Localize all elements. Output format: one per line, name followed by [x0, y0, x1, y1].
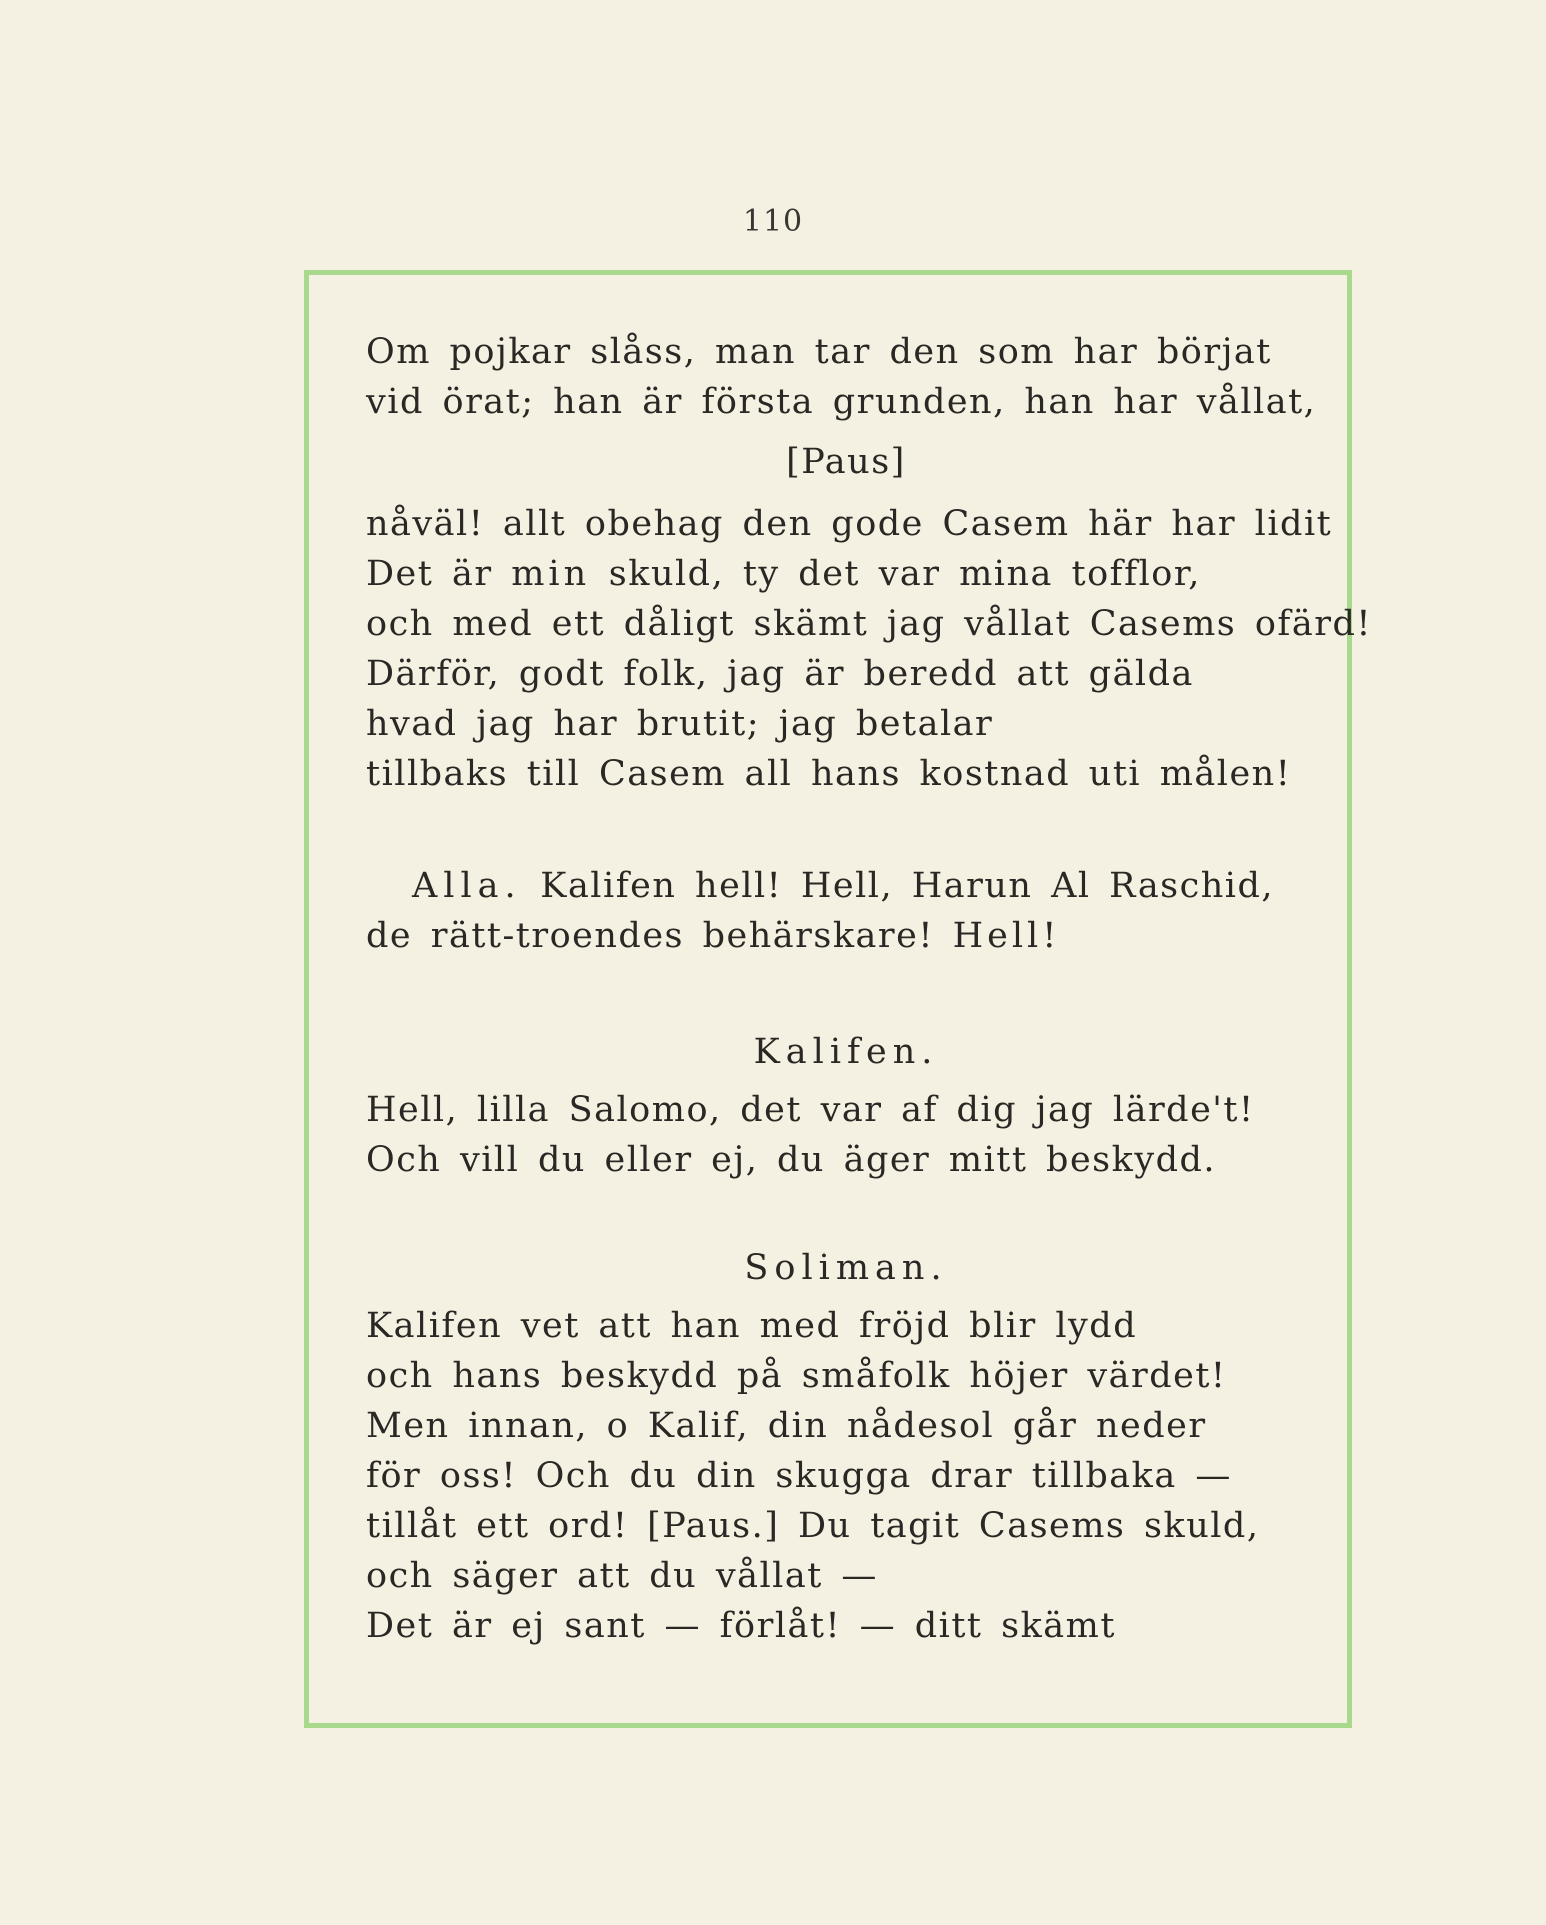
verse-text: Det är [366, 554, 493, 594]
verse-line: Om pojkar slåss, man tar den som har börjat [366, 332, 1272, 372]
verse-line: tillbaks till Casem all hans kostnad uti målen! [366, 754, 1292, 794]
stage-direction: [Paus] [786, 442, 906, 482]
speech-text: de rätt-troendes behärskare! [366, 916, 934, 956]
verse-line: tillåt ett ord! [Paus.] Du tagit Casems skuld, [366, 1506, 1260, 1546]
verse-line: nåväl! allt obehag den gode Casem här har lidit [366, 504, 1333, 544]
verse-line: Men innan, o Kalif, din nådesol går neder [366, 1406, 1207, 1446]
verse-line: Det är ej sant — förlåt! — ditt skämt [366, 1606, 1116, 1646]
speaker-name: Soliman. [744, 1248, 948, 1288]
verse-text: skuld, ty det var mina tofflor, [608, 554, 1201, 594]
verse-line: för oss! Och du din skugga drar tillbaka — [366, 1456, 1232, 1496]
speech-text: Kalifen hell! Hell, Harun Al Raschid, [540, 866, 1275, 906]
speech-line [366, 914, 1060, 958]
verse-line: Hell, lilla Salomo, det var af dig jag lärde't! [366, 1090, 1255, 1130]
verse-line: hvad jag har brutit; jag betalar [366, 704, 994, 744]
verse-line: Kalifen vet att han med fröjd blir lydd [366, 1306, 1138, 1346]
speaker-name: Alla. [412, 866, 522, 906]
emphasis-text: Hell! [952, 916, 1061, 956]
verse-line: och säger att du vållat — [366, 1556, 878, 1596]
verse-line: vid örat; han är första grunden, han har vållat, [366, 382, 1317, 422]
page-number: 110 [742, 204, 804, 239]
verse-line: Och vill du eller ej, du äger mitt beskydd. [366, 1140, 1217, 1180]
verse-line [366, 552, 1201, 596]
verse-line: och med ett dåligt skämt jag vållat Casems ofärd! [366, 604, 1372, 644]
speaker-name: Kalifen. [753, 1032, 939, 1072]
emphasis-text: min [511, 554, 591, 594]
verse-line: och hans beskydd på småfolk höjer värdet! [366, 1356, 1227, 1396]
speech-line [412, 864, 1274, 908]
verse-line: Därför, godt folk, jag är beredd att gälda [366, 654, 1194, 694]
